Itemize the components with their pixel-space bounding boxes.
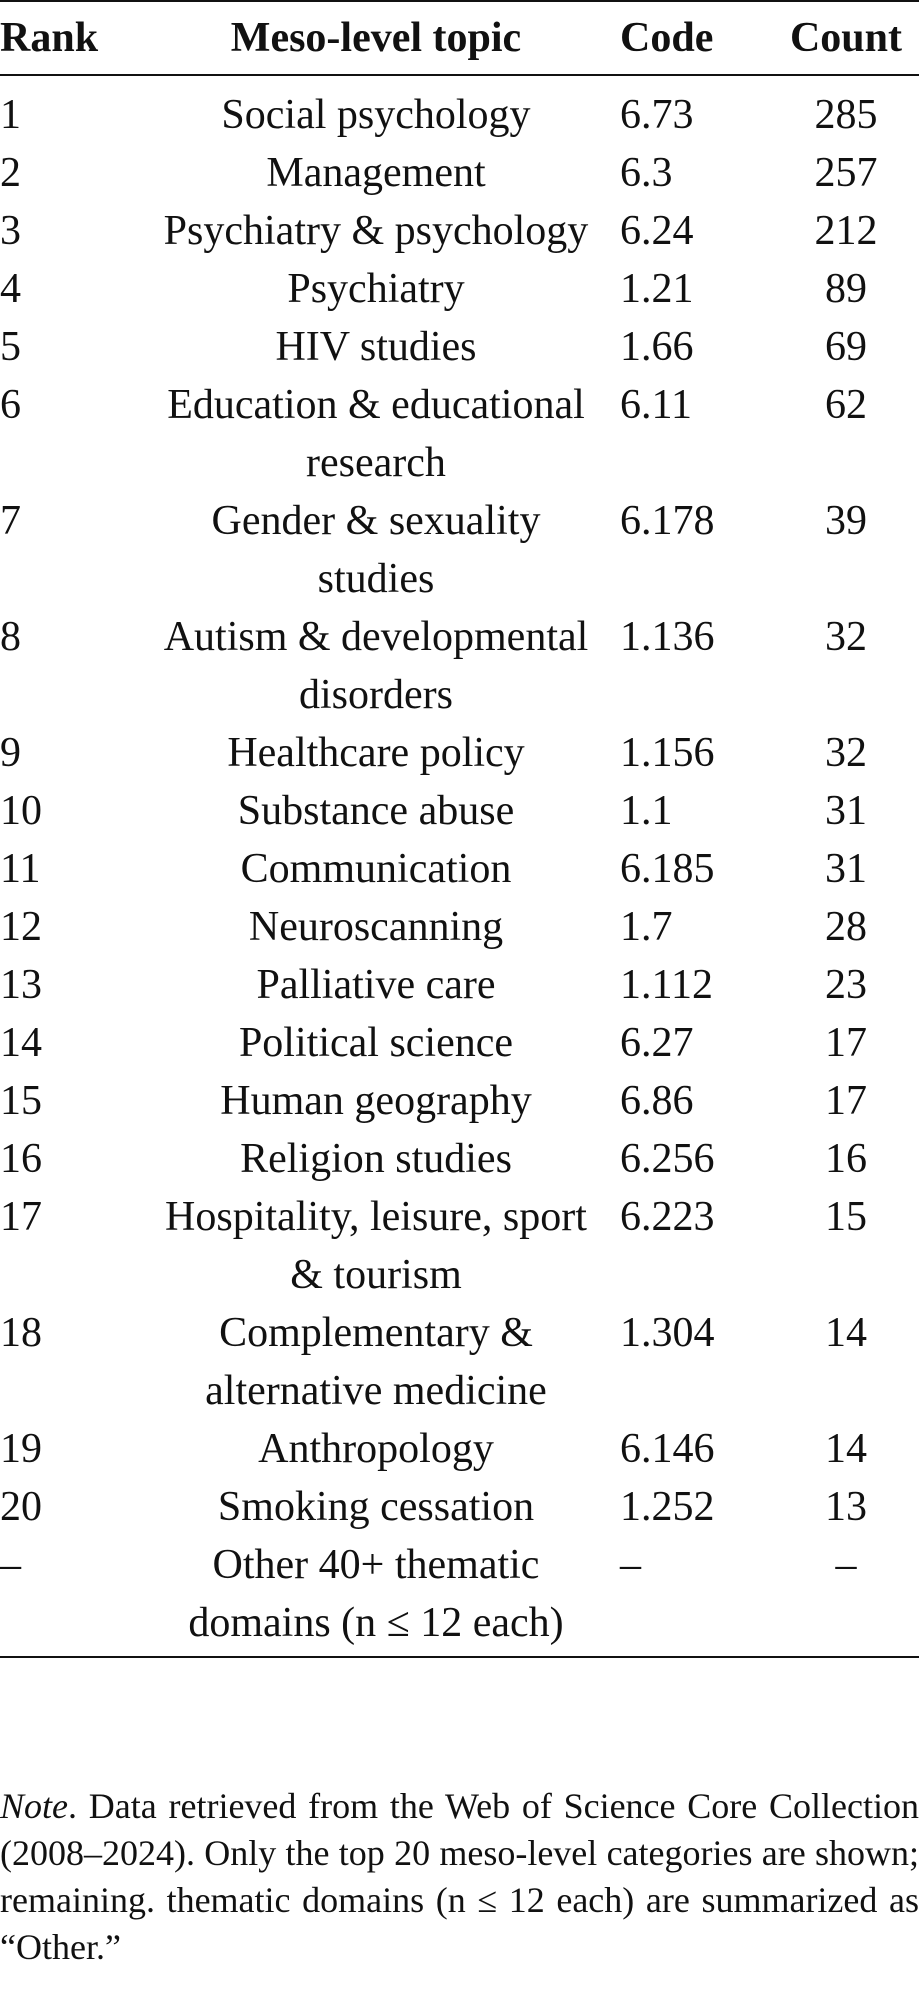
cell-count: 285	[814, 92, 878, 138]
cell-rank: 6	[0, 382, 21, 428]
cell-rank: 1	[0, 92, 21, 138]
header-code: Code	[620, 15, 714, 61]
cell-code: 6.146	[620, 1426, 715, 1472]
cell-topic: Human geography	[220, 1078, 532, 1124]
cell-rank: 17	[0, 1194, 42, 1240]
cell-topic: HIV studies	[275, 324, 477, 370]
note-text: . Data retrieved from the Web of Science Core Collection (2008–2024). Only the top 20 meso-level categories are shown; remaining. thematic domains (n ≤ 12 each) are summarized as “Other.”	[0, 1786, 919, 1967]
table-row	[0, 144, 919, 202]
cell-topic: Healthcare policy	[227, 730, 525, 776]
cell-rank: 3	[0, 208, 21, 254]
cell-topic: Education & educational research	[167, 382, 585, 486]
table-header	[0, 1, 919, 75]
header-row	[0, 1, 919, 75]
table-row	[0, 318, 919, 376]
cell-code: 1.304	[620, 1310, 715, 1356]
cell-rank: 8	[0, 614, 21, 660]
cell-topic: Psychiatry & psychology	[163, 208, 589, 254]
cell-topic: Autism & developmental disorders	[163, 614, 589, 718]
cell-code: 1.1	[620, 788, 673, 834]
cell-count: 69	[825, 324, 867, 370]
cell-code: 1.66	[620, 324, 694, 370]
table-row	[0, 782, 919, 840]
cell-count: 17	[825, 1020, 867, 1066]
cell-topic: Smoking cessation	[217, 1484, 535, 1530]
cell-topic: Neuroscanning	[248, 904, 504, 950]
cell-count: 32	[825, 614, 867, 660]
table-row	[0, 898, 919, 956]
table-row	[0, 608, 919, 724]
cell-code: 6.178	[620, 498, 715, 544]
cell-topic: Complementary & alternative medicine	[205, 1310, 547, 1414]
cell-code: 1.136	[620, 614, 715, 660]
cell-rank: 10	[0, 788, 42, 834]
cell-topic: Hospitality, leisure, sport & tourism	[165, 1194, 587, 1298]
cell-rank: 13	[0, 962, 42, 1008]
note-label: Note	[0, 1786, 68, 1826]
cell-code: 6.27	[620, 1020, 694, 1066]
table-row	[0, 840, 919, 898]
cell-rank: 11	[0, 846, 41, 892]
table-row	[0, 1420, 919, 1478]
cell-code: 6.73	[620, 92, 694, 138]
cell-code: 1.7	[620, 904, 673, 950]
cell-topic: Substance abuse	[237, 788, 515, 834]
cell-topic: Religion studies	[240, 1136, 512, 1182]
cell-count: 17	[825, 1078, 867, 1124]
cell-count: 28	[825, 904, 867, 950]
cell-rank: 16	[0, 1136, 42, 1182]
cell-rank: 9	[0, 730, 21, 776]
table-row	[0, 260, 919, 318]
table-row	[0, 1014, 919, 1072]
cell-rank: 4	[0, 266, 21, 312]
cell-topic: Other 40+ thematic domains (n ≤ 12 each)	[188, 1542, 564, 1646]
table-row	[0, 1072, 919, 1130]
cell-topic: Gender & sexuality studies	[211, 498, 541, 602]
cell-topic: Palliative care	[256, 962, 496, 1008]
table-row	[0, 202, 919, 260]
cell-rank: –	[0, 1542, 21, 1588]
cell-count: 212	[814, 208, 878, 254]
cell-count: 31	[825, 788, 867, 834]
cell-count: 16	[825, 1136, 867, 1182]
cell-count: 89	[825, 266, 867, 312]
cell-rank: 7	[0, 498, 21, 544]
table-note	[0, 1783, 919, 1971]
cell-count: 62	[825, 382, 867, 428]
table-row	[0, 492, 919, 608]
cell-count: 13	[825, 1484, 867, 1530]
cell-topic: Communication	[240, 846, 512, 892]
cell-code: 6.86	[620, 1078, 694, 1124]
cell-rank: 5	[0, 324, 21, 370]
cell-code: 1.112	[620, 962, 713, 1008]
cell-count: 31	[825, 846, 867, 892]
table-row	[0, 956, 919, 1014]
header-count: Count	[789, 15, 903, 61]
header-topic: Meso-level topic	[230, 15, 522, 61]
table-row	[0, 75, 919, 144]
cell-count: 257	[814, 150, 878, 196]
cell-code: –	[620, 1542, 641, 1588]
cell-count: 14	[825, 1426, 867, 1472]
cell-rank: 2	[0, 150, 21, 196]
cell-rank: 15	[0, 1078, 42, 1124]
cell-count: 14	[825, 1310, 867, 1356]
cell-rank: 18	[0, 1310, 42, 1356]
table-row	[0, 724, 919, 782]
cell-topic: Psychiatry	[287, 266, 465, 312]
cell-code: 6.223	[620, 1194, 715, 1240]
cell-rank: 20	[0, 1484, 42, 1530]
cell-rank: 19	[0, 1426, 42, 1472]
cell-count: –	[835, 1542, 857, 1588]
cell-topic: Anthropology	[258, 1426, 494, 1472]
cell-code: 6.256	[620, 1136, 715, 1182]
table-body	[0, 75, 919, 1657]
cell-rank: 12	[0, 904, 42, 950]
cell-code: 1.252	[620, 1484, 715, 1530]
cell-topic: Social psychology	[221, 92, 531, 138]
table-row	[0, 1536, 919, 1657]
cell-rank: 14	[0, 1020, 42, 1066]
cell-count: 15	[825, 1194, 867, 1240]
cell-code: 6.185	[620, 846, 715, 892]
cell-topic: Political science	[238, 1020, 514, 1066]
cell-code: 6.11	[620, 382, 692, 428]
cell-code: 6.24	[620, 208, 694, 254]
cell-topic: Management	[266, 150, 486, 196]
table-row	[0, 1478, 919, 1536]
table-row	[0, 1188, 919, 1304]
cell-count: 32	[825, 730, 867, 776]
cell-count: 23	[825, 962, 867, 1008]
table-row	[0, 1304, 919, 1420]
cell-count: 39	[825, 498, 867, 544]
table-row	[0, 376, 919, 492]
header-rank: Rank	[0, 15, 99, 61]
table-row	[0, 1130, 919, 1188]
cell-code: 1.156	[620, 730, 715, 776]
cell-code: 1.21	[620, 266, 694, 312]
cell-code: 6.3	[620, 150, 673, 196]
